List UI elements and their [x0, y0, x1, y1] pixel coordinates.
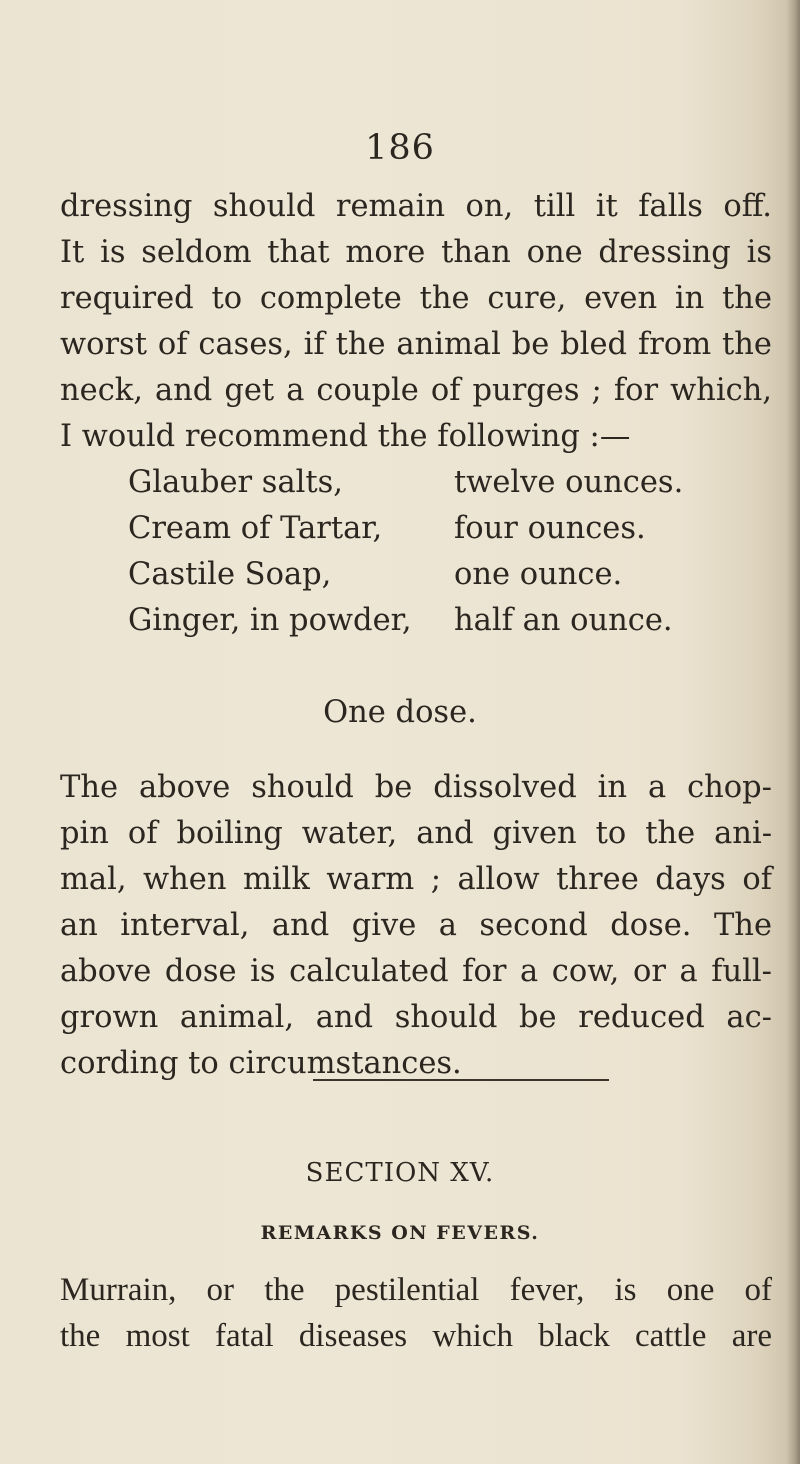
recipe-row — [128, 460, 683, 506]
text-line: grown animal, and should be reduced ac- — [60, 1000, 772, 1035]
recipe-ingredient: Ginger, in powder, — [128, 603, 412, 638]
recipe-ingredient: Cream of Tartar, — [128, 511, 383, 546]
section-heading: SECTION XV. — [305, 1158, 495, 1188]
section-divider — [313, 1079, 609, 1081]
paragraph-instructions — [60, 765, 772, 1087]
recipe-quantity: twelve ounces. — [454, 465, 684, 500]
recipe-row — [128, 552, 683, 598]
text-line: The above should be dissolved in a chop- — [60, 770, 772, 805]
text-line: It is seldom that more than one dressing is — [60, 235, 772, 270]
text-line: cording to circumstances. — [60, 1046, 462, 1081]
recipe-quantity: one ounce. — [454, 557, 623, 592]
recipe-quantity: four ounces. — [454, 511, 646, 546]
text-line: above dose is calculated for a cow, or a full- — [60, 954, 772, 989]
text-line: pin of boiling water, and given to the ani- — [60, 816, 772, 851]
text-line: an interval, and give a second dose. The — [60, 908, 772, 943]
paragraph-murrain — [60, 1267, 772, 1359]
dose-note: One dose. — [323, 695, 477, 730]
text-line: Murrain, or the pestilential fever, is one of — [60, 1272, 772, 1308]
paragraph-dressing — [60, 184, 772, 460]
text-line: required to complete the cure, even in the — [60, 281, 772, 316]
recipe-ingredient: Glauber salts, — [128, 465, 343, 500]
text-line: the most fatal diseases which black cattle are — [60, 1318, 772, 1354]
recipe-row — [128, 598, 683, 644]
page-number: 186 — [365, 128, 435, 168]
text-line: I would recommend the following :— — [60, 419, 631, 454]
text-line: mal, when milk warm ; allow three days of — [60, 862, 772, 897]
text-line: dressing should remain on, till it falls off. — [60, 189, 772, 224]
recipe-list — [128, 460, 683, 644]
recipe-ingredient: Castile Soap, — [128, 557, 332, 592]
recipe-row — [128, 506, 683, 552]
section-subheading: REMARKS ON FEVERS. — [260, 1222, 540, 1244]
recipe-quantity: half an ounce. — [454, 603, 673, 638]
text-line: neck, and get a couple of purges ; for which, — [60, 373, 772, 408]
text-line: worst of cases, if the animal be bled from the — [60, 327, 772, 362]
